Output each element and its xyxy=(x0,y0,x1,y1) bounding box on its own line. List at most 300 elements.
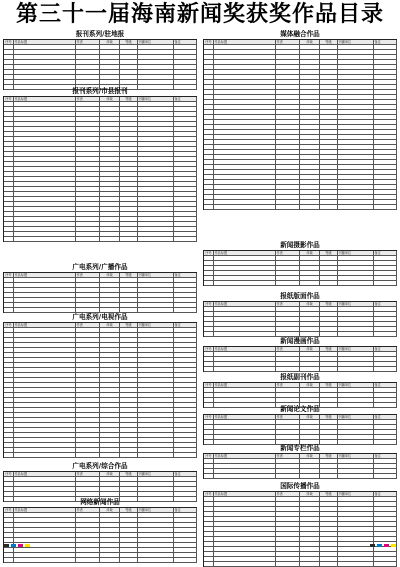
column-header: 体裁 xyxy=(100,472,120,476)
table-cell xyxy=(374,50,397,54)
section-13 xyxy=(203,482,397,567)
table-cell xyxy=(14,368,76,372)
table-cell xyxy=(204,110,214,114)
table-cell xyxy=(338,357,374,361)
table-cell xyxy=(76,398,100,402)
table-cell xyxy=(174,293,197,297)
table-cell xyxy=(14,363,76,367)
table-cell xyxy=(276,205,300,209)
table-cell xyxy=(120,403,138,407)
table-cell xyxy=(338,125,374,129)
table-cell xyxy=(120,80,138,84)
table-cell xyxy=(76,358,100,362)
table-cell xyxy=(374,474,397,478)
column-header: 体裁 xyxy=(300,347,320,351)
table-cell xyxy=(338,435,374,439)
table-cell xyxy=(120,443,138,447)
table-cell xyxy=(138,222,174,226)
table-cell xyxy=(204,367,214,371)
table-cell xyxy=(276,90,300,94)
table-cell xyxy=(120,453,138,457)
table-cell xyxy=(14,283,76,287)
table-cell xyxy=(76,65,100,69)
table-cell xyxy=(174,398,197,402)
table-cell xyxy=(320,362,338,366)
table-cell xyxy=(300,430,320,434)
table-cell xyxy=(320,562,338,566)
table-cell xyxy=(320,185,338,189)
table-cell xyxy=(14,388,76,392)
table-cell xyxy=(320,50,338,54)
table-cell xyxy=(120,192,138,196)
table-cell xyxy=(120,518,138,522)
table-row xyxy=(204,205,397,210)
table-cell xyxy=(320,175,338,179)
table-row xyxy=(4,453,197,458)
table-cell xyxy=(4,288,14,292)
table-cell xyxy=(120,212,138,216)
table-cell xyxy=(204,115,214,119)
table-cell xyxy=(14,343,76,347)
table-cell xyxy=(100,55,120,59)
print-color-marks xyxy=(0,542,400,548)
table-cell xyxy=(204,469,214,473)
table-cell xyxy=(300,362,320,366)
table-cell xyxy=(300,205,320,209)
table-cell xyxy=(138,127,174,131)
table-cell xyxy=(76,142,100,146)
table-cell xyxy=(374,522,397,526)
table-cell xyxy=(14,558,76,562)
table-cell xyxy=(138,533,174,537)
table-cell xyxy=(4,358,14,362)
table-cell xyxy=(100,177,120,181)
table-cell xyxy=(138,212,174,216)
table-cell xyxy=(214,145,276,149)
table-cell xyxy=(338,332,374,336)
table-cell xyxy=(120,383,138,387)
table-cell xyxy=(4,60,14,64)
table-cell xyxy=(320,527,338,531)
table-cell xyxy=(300,95,320,99)
table-cell xyxy=(76,408,100,412)
table-cell xyxy=(100,132,120,136)
table-cell xyxy=(14,227,76,231)
table-cell xyxy=(300,150,320,154)
table-cell xyxy=(300,195,320,199)
table-cell xyxy=(320,170,338,174)
table-cell xyxy=(204,327,214,331)
table-cell xyxy=(174,278,197,282)
column-header: 作品标题 xyxy=(214,40,276,44)
table-cell xyxy=(14,383,76,387)
table-cell xyxy=(374,70,397,74)
table-cell xyxy=(100,358,120,362)
table-cell xyxy=(204,552,214,556)
table-cell xyxy=(138,152,174,156)
table-cell xyxy=(100,70,120,74)
table-cell xyxy=(14,348,76,352)
table-cell xyxy=(120,368,138,372)
table-cell xyxy=(374,435,397,439)
table-cell xyxy=(300,175,320,179)
column-header: 备注 xyxy=(174,508,197,512)
table-cell xyxy=(14,192,76,196)
column-header: 作品标题 xyxy=(214,251,276,255)
table-cell xyxy=(374,552,397,556)
table-cell xyxy=(100,388,120,392)
table-cell xyxy=(338,256,374,260)
table-cell xyxy=(276,537,300,541)
table-cell xyxy=(4,237,14,241)
table-cell xyxy=(204,332,214,336)
table-cell xyxy=(320,398,338,402)
section-title: 国际传播作品 xyxy=(280,482,320,490)
table-cell xyxy=(276,100,300,104)
table-cell xyxy=(300,502,320,506)
table-cell xyxy=(300,522,320,526)
table-cell xyxy=(174,117,197,121)
column-header: 刊播单位 xyxy=(338,454,374,458)
table-cell xyxy=(100,533,120,537)
table-cell xyxy=(300,180,320,184)
table-cell xyxy=(374,90,397,94)
table-cell xyxy=(204,165,214,169)
table-cell xyxy=(276,281,300,285)
table-cell xyxy=(276,261,300,265)
table-cell xyxy=(320,517,338,521)
table-cell xyxy=(204,281,214,285)
table-cell xyxy=(76,518,100,522)
table-cell xyxy=(374,80,397,84)
table-cell xyxy=(300,90,320,94)
table-cell xyxy=(100,523,120,527)
table-cell xyxy=(214,175,276,179)
table-cell xyxy=(374,190,397,194)
table-cell xyxy=(300,537,320,541)
table-cell xyxy=(174,453,197,457)
table-cell xyxy=(120,60,138,64)
table-cell xyxy=(14,147,76,151)
table-cell xyxy=(300,140,320,144)
table-cell xyxy=(100,112,120,116)
table-cell xyxy=(276,474,300,478)
table-cell xyxy=(100,477,120,481)
table-cell xyxy=(320,281,338,285)
table-cell xyxy=(14,487,76,491)
table-cell xyxy=(138,358,174,362)
table-cell xyxy=(374,105,397,109)
table-cell xyxy=(76,172,100,176)
column-header: 作品标题 xyxy=(14,508,76,512)
table-cell xyxy=(138,403,174,407)
table-cell xyxy=(276,430,300,434)
table-cell xyxy=(338,362,374,366)
table-cell xyxy=(120,548,138,552)
table-cell xyxy=(174,75,197,79)
table-cell xyxy=(14,328,76,332)
table-cell xyxy=(204,170,214,174)
table-cell xyxy=(4,438,14,442)
table-cell xyxy=(138,348,174,352)
table-cell xyxy=(14,232,76,236)
table-cell xyxy=(214,200,276,204)
table-cell xyxy=(174,353,197,357)
table-cell xyxy=(14,353,76,357)
table-cell xyxy=(320,85,338,89)
table-cell xyxy=(214,130,276,134)
table-cell xyxy=(120,448,138,452)
column-header: 备注 xyxy=(374,347,397,351)
color-marks-left xyxy=(4,544,30,547)
table-cell xyxy=(214,135,276,139)
table-cell xyxy=(14,298,76,302)
table-cell xyxy=(300,261,320,265)
table-cell xyxy=(120,152,138,156)
table-cell xyxy=(76,298,100,302)
section-title: 报刊系列/市县报刊 xyxy=(72,87,128,95)
table-cell xyxy=(138,202,174,206)
table-cell xyxy=(276,195,300,199)
table-cell xyxy=(320,55,338,59)
table-cell xyxy=(276,532,300,536)
table-cell xyxy=(174,383,197,387)
column-header: 序号 xyxy=(4,40,14,44)
color-marks-right xyxy=(370,544,396,547)
table-cell xyxy=(120,298,138,302)
table-cell xyxy=(174,363,197,367)
table-cell xyxy=(138,373,174,377)
table-cell xyxy=(138,142,174,146)
table-cell xyxy=(4,192,14,196)
table-cell xyxy=(338,120,374,124)
table-cell xyxy=(14,523,76,527)
column-header: 序号 xyxy=(204,454,214,458)
table-cell xyxy=(204,50,214,54)
column-header: 刊播单位 xyxy=(338,347,374,351)
table-cell xyxy=(320,393,338,397)
table-cell xyxy=(4,373,14,377)
table-cell xyxy=(120,438,138,442)
table-cell xyxy=(204,75,214,79)
table-cell xyxy=(338,160,374,164)
table-cell xyxy=(320,45,338,49)
table-cell xyxy=(320,110,338,114)
award-table xyxy=(203,453,397,479)
table-cell xyxy=(76,338,100,342)
table-cell xyxy=(138,187,174,191)
table-cell xyxy=(214,512,276,516)
table-cell xyxy=(138,167,174,171)
table-cell xyxy=(214,532,276,536)
table-cell xyxy=(100,65,120,69)
table-cell xyxy=(214,190,276,194)
table-cell xyxy=(374,537,397,541)
table-cell xyxy=(4,80,14,84)
table-cell xyxy=(138,50,174,54)
table-cell xyxy=(276,105,300,109)
table-cell xyxy=(14,197,76,201)
table-cell xyxy=(338,100,374,104)
table-cell xyxy=(138,172,174,176)
table-cell xyxy=(14,152,76,156)
table-cell xyxy=(320,512,338,516)
table-cell xyxy=(214,205,276,209)
table-cell xyxy=(320,276,338,280)
table-cell xyxy=(174,328,197,332)
table-cell xyxy=(138,217,174,221)
table-cell xyxy=(138,398,174,402)
table-cell xyxy=(4,152,14,156)
table-cell xyxy=(338,85,374,89)
table-cell xyxy=(138,482,174,486)
table-cell xyxy=(276,160,300,164)
column-header: 作者 xyxy=(276,415,300,419)
table-cell xyxy=(4,55,14,59)
table-cell xyxy=(276,135,300,139)
table-cell xyxy=(320,522,338,526)
table-cell xyxy=(14,70,76,74)
table-cell xyxy=(214,100,276,104)
table-cell xyxy=(4,378,14,382)
table-cell xyxy=(120,137,138,141)
table-cell xyxy=(338,502,374,506)
table-cell xyxy=(76,418,100,422)
table-cell xyxy=(100,328,120,332)
award-table xyxy=(203,301,397,337)
table-cell xyxy=(300,75,320,79)
table-cell xyxy=(4,433,14,437)
table-cell xyxy=(374,502,397,506)
table-cell xyxy=(320,507,338,511)
table-cell xyxy=(76,232,100,236)
table-cell xyxy=(214,120,276,124)
table-cell xyxy=(138,177,174,181)
table-cell xyxy=(300,266,320,270)
table-cell xyxy=(174,60,197,64)
column-header: 备注 xyxy=(374,302,397,306)
table-cell xyxy=(100,283,120,287)
table-cell xyxy=(276,45,300,49)
table-cell xyxy=(300,357,320,361)
table-cell xyxy=(76,453,100,457)
table-cell xyxy=(4,368,14,372)
table-cell xyxy=(338,70,374,74)
table-cell xyxy=(4,167,14,171)
table-cell xyxy=(320,537,338,541)
table-cell xyxy=(174,443,197,447)
table-cell xyxy=(374,271,397,275)
table-cell xyxy=(338,537,374,541)
table-cell xyxy=(300,125,320,129)
table-cell xyxy=(138,492,174,496)
table-cell xyxy=(174,65,197,69)
table-cell xyxy=(214,322,276,326)
table-cell xyxy=(374,135,397,139)
table-cell xyxy=(4,222,14,226)
section-11 xyxy=(203,405,397,445)
table-cell xyxy=(100,398,120,402)
table-cell xyxy=(204,135,214,139)
table-cell xyxy=(120,157,138,161)
table-cell xyxy=(300,185,320,189)
table-row xyxy=(204,367,397,372)
table-cell xyxy=(14,132,76,136)
table-cell xyxy=(100,117,120,121)
section-9 xyxy=(203,337,397,372)
table-cell xyxy=(120,227,138,231)
table-cell xyxy=(120,278,138,282)
table-cell xyxy=(204,420,214,424)
table-cell xyxy=(120,533,138,537)
table-cell xyxy=(14,212,76,216)
table-cell xyxy=(76,403,100,407)
table-cell xyxy=(174,70,197,74)
column-header: 作者 xyxy=(76,40,100,44)
column-header: 等级 xyxy=(120,273,138,277)
table-cell xyxy=(320,160,338,164)
table-cell xyxy=(300,50,320,54)
table-cell xyxy=(374,420,397,424)
table-cell xyxy=(4,338,14,342)
table-cell xyxy=(204,362,214,366)
table-cell xyxy=(374,352,397,356)
table-cell xyxy=(120,487,138,491)
table-cell xyxy=(204,388,214,392)
table-cell xyxy=(120,528,138,532)
table-cell xyxy=(374,332,397,336)
table-cell xyxy=(14,162,76,166)
column-header: 体裁 xyxy=(100,323,120,327)
table-cell xyxy=(120,45,138,49)
table-cell xyxy=(174,197,197,201)
award-table xyxy=(203,39,397,210)
table-cell xyxy=(100,443,120,447)
column-header: 刊播单位 xyxy=(338,383,374,387)
table-cell xyxy=(300,474,320,478)
table-cell xyxy=(276,357,300,361)
table-cell xyxy=(174,217,197,221)
column-header: 作者 xyxy=(276,302,300,306)
table-cell xyxy=(4,398,14,402)
table-cell xyxy=(100,157,120,161)
table-cell xyxy=(76,137,100,141)
table-cell xyxy=(76,548,100,552)
table-cell xyxy=(4,45,14,49)
table-cell xyxy=(300,135,320,139)
table-cell xyxy=(338,552,374,556)
column-header: 等级 xyxy=(320,347,338,351)
table-cell xyxy=(138,65,174,69)
table-cell xyxy=(100,222,120,226)
table-cell xyxy=(320,95,338,99)
table-cell xyxy=(214,195,276,199)
table-cell xyxy=(138,393,174,397)
column-header: 作品标题 xyxy=(214,347,276,351)
table-cell xyxy=(14,553,76,557)
table-cell xyxy=(174,127,197,131)
table-cell xyxy=(204,85,214,89)
table-cell xyxy=(214,507,276,511)
table-cell xyxy=(14,102,76,106)
table-cell xyxy=(4,388,14,392)
table-cell xyxy=(138,418,174,422)
table-cell xyxy=(14,182,76,186)
award-table xyxy=(3,272,197,313)
table-cell xyxy=(276,130,300,134)
table-cell xyxy=(174,477,197,481)
table-cell xyxy=(338,150,374,154)
